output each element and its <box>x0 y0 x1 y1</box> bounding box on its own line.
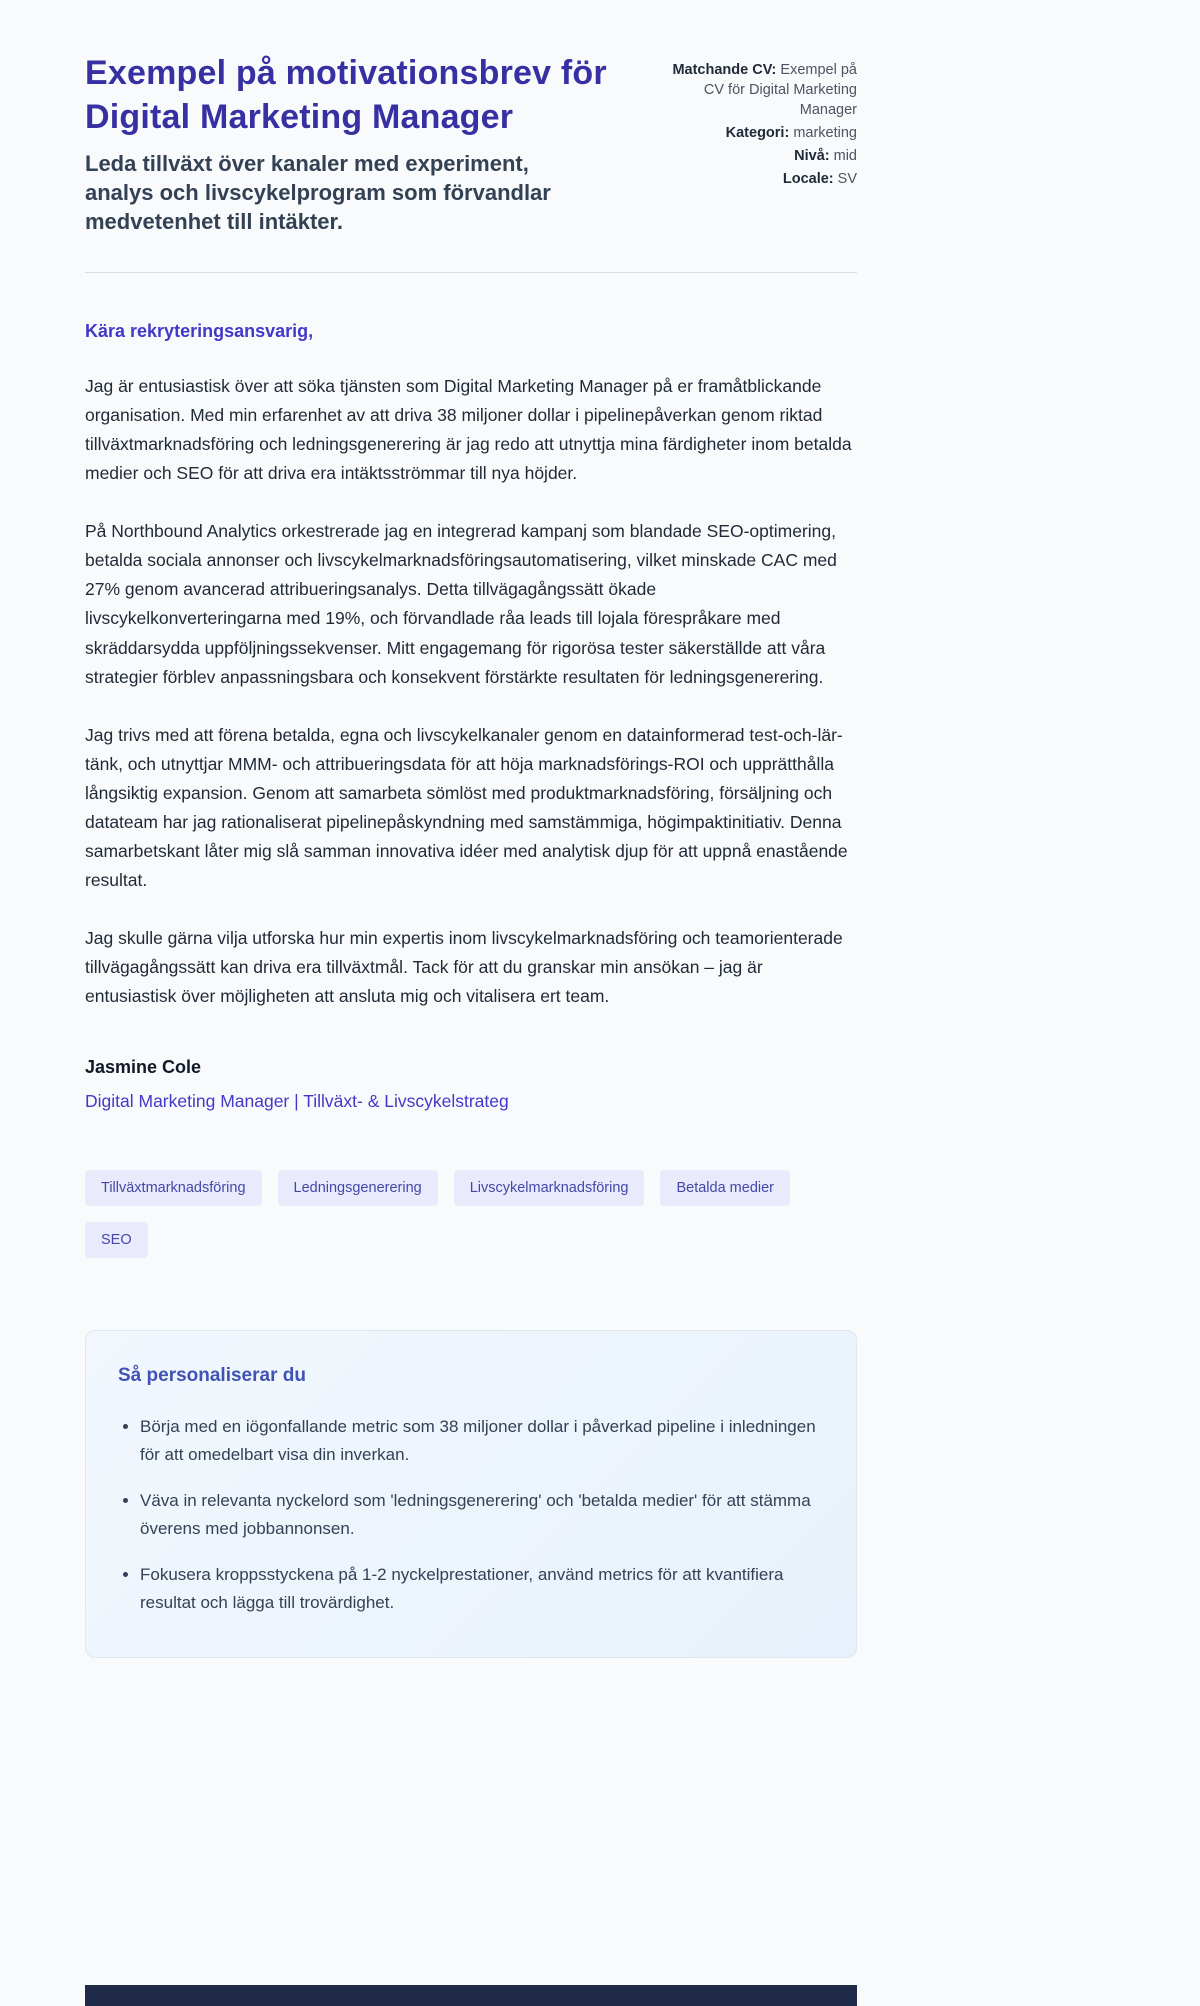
meta-block <box>659 52 857 192</box>
header <box>85 52 857 236</box>
letter-paragraph: Jag är entusiastisk över att söka tjänsten som Digital Marketing Manager på er framåtblickande organisation. Med min erfarenhet av att driva 38 miljoner dollar i pipelinepåverkan genom riktad tillväxtmarknadsföring och ledningsgenerering är jag redo att utnyttja mina färdigheter inom betalda medier och SEO för att driva era intäktsströmmar till nya höjder. <box>85 376 852 484</box>
letter-paragraph: Jag trivs med att förena betalda, egna och livscykelkanaler genom en datainformerad test-och-lär-tänk, och utnyttjar MMM- och attribueringsdata för att höja marknadsförings-ROI och upprätthålla långsiktig expansion. Genom att samarbeta sömlöst med produktmarknadsföring, försäljning och datateam har jag rationaliserat pipelinepåskyndning med samstämmiga, högimpaktinitiativ. Denna samarbetskant låter mig slå samman innovativa idéer med analytisk djup för att uppnå enastående resultat. <box>85 724 848 890</box>
letter-paragraph: På Northbound Analytics orkestrerade jag en integrerad kampanj som blandade SEO-optimering, betalda sociala annonser och livscykelmarknadsföringsautomatisering, vilket minskade CAC med 27% genom avancerad attribueringsanalys. Detta tillvägagångssätt ökade livscykelkonverteringarna med 19%, och förvandlade råa leads till lojala förespråkare med skräddarsydda uppföljningssekvenser. Mitt engagemang för rigorösa tester säkerställde att våra strategier förblev anpassningsbara och konsekvent förstärkte resultaten för ledningsgenerering. <box>85 521 837 687</box>
meta-matching-cv-label: Matchande CV: <box>672 62 777 78</box>
letter-greeting: Kära rekryteringsansvarig, <box>85 321 314 342</box>
letter-body <box>85 321 857 1112</box>
meta-category-value: marketing <box>793 125 857 141</box>
meta-level <box>659 146 857 166</box>
meta-locale-value: SV <box>837 171 857 187</box>
callout-item: • Börja med en iögonfallande metric som 38 miljoner dollar i påverkad pipeline i inledningen för att omedelbart visa din inverkan. <box>140 1413 824 1468</box>
meta-locale <box>659 169 857 189</box>
meta-matching-cv-value: Exempel på CV för Digital Marketing Manager <box>703 62 857 118</box>
meta-level-label: Nivå: <box>794 148 830 164</box>
page-subtitle: Leda tillväxt över kanaler med experiment, analys och livscykelprogram som förvandlar medvetenhet till intäkter. <box>85 151 551 235</box>
callout-title: Så personaliserar du <box>118 1365 306 1387</box>
callout-item: • Väva in relevanta nyckelord som 'ledningsgenerering' och 'betalda medier' för att stämma överens med jobbannonsen. <box>140 1487 824 1542</box>
meta-level-value: mid <box>833 148 857 164</box>
footer-bar <box>85 1985 857 2006</box>
personalization-callout <box>85 1330 857 1658</box>
letter-paragraph: Jag skulle gärna vilja utforska hur min expertis inom livscykelmarknadsföring och teamorienterade tillvägagångssätt kan driva era tillväxtmål. Tack för att du granskar min ansökan – jag är entusiastisk över möjligheten att ansluta mig och vitalisera ert team. <box>85 927 843 1006</box>
meta-locale-label: Locale: <box>782 171 834 187</box>
header-divider <box>85 272 857 273</box>
meta-category <box>659 123 857 143</box>
header-title-block <box>85 52 650 236</box>
signature-role: Digital Marketing Manager | Tillväxt- & Livscykelstrateg <box>85 1091 509 1112</box>
tag-list <box>85 1170 857 1258</box>
meta-category-label: Kategori: <box>725 125 790 141</box>
callout-list <box>118 1413 824 1616</box>
tag-chip[interactable]: SEO <box>85 1222 148 1258</box>
meta-matching-cv <box>659 60 857 120</box>
tag-chip[interactable]: Livscykelmarknadsföring <box>454 1170 645 1206</box>
tag-chip[interactable]: Tillväxtmarknadsföring <box>85 1170 262 1206</box>
tag-chip[interactable]: Ledningsgenerering <box>278 1170 438 1206</box>
callout-item: • Fokusera kroppsstyckena på 1-2 nyckelprestationer, använd metrics för att kvantifiera resultat och lägga till trovärdighet. <box>140 1561 824 1616</box>
letter-paragraphs <box>85 372 857 1011</box>
tag-chip[interactable]: Betalda medier <box>660 1170 790 1206</box>
signature-name: Jasmine Cole <box>85 1057 202 1078</box>
page-content <box>85 0 857 1658</box>
page-title: Exempel på motivationsbrev för Digital Marketing Manager <box>85 54 607 136</box>
